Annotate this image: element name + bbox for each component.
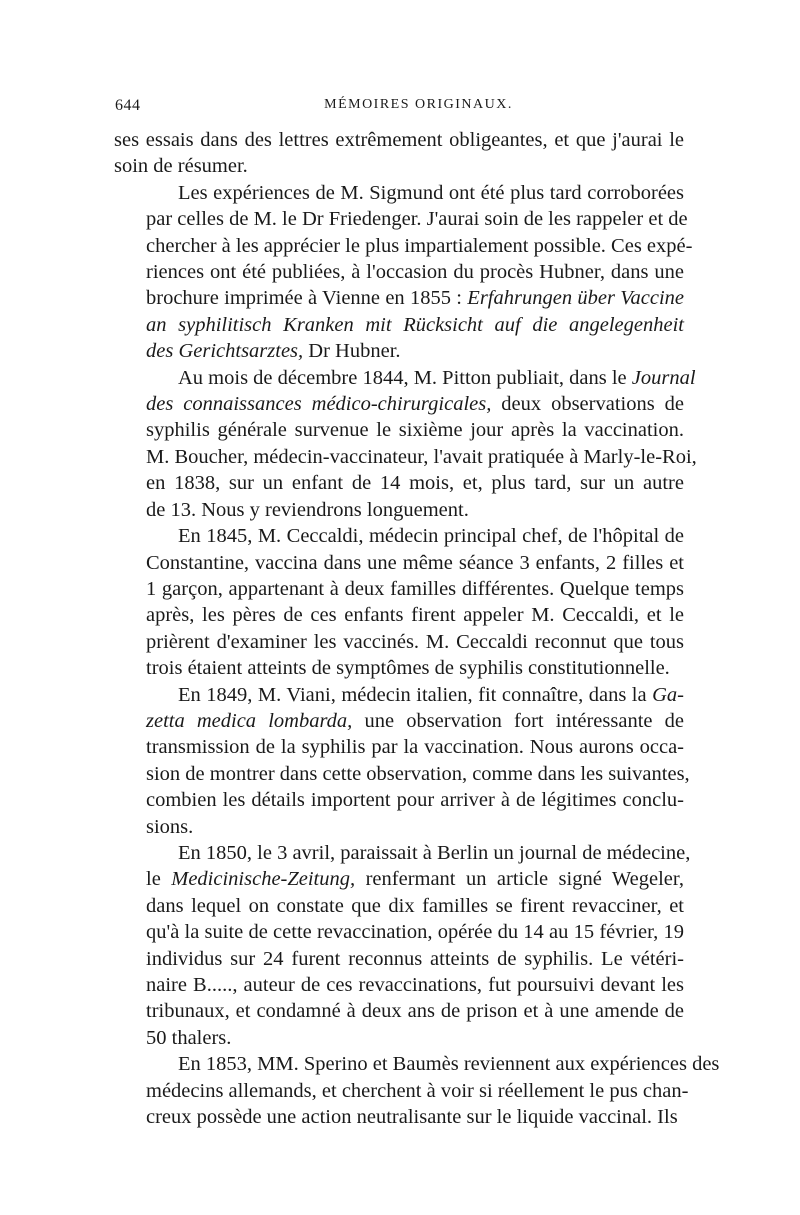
text-line: le Medicinische-Zeitung, renfermant un article signé Wegeler, xyxy=(146,868,684,891)
text-line: Constantine, vaccina dans une même séance 3 enfants, 2 filles et xyxy=(146,551,684,574)
text-line: chercher à les apprécier le plus impartialement possible. Ces expé- xyxy=(146,234,693,257)
text-line: en 1838, sur un enfant de 14 mois, et, plus tard, sur un autre xyxy=(146,472,684,495)
text-line: En 1853, MM. Sperino et Baumès reviennent aux expériences des xyxy=(178,1053,720,1076)
text-line: ses essais dans des lettres extrêmement obligeantes, et que j'aurai le xyxy=(114,129,684,151)
text-line: soin de résumer. xyxy=(114,155,248,178)
paragraph xyxy=(114,365,697,523)
text-line: tribunaux, et condamné à deux ans de prison et à une amende de xyxy=(146,1000,684,1023)
text-line: des connaissances médico-chirurgicales, deux observations de xyxy=(146,393,684,416)
text-line: En 1845, M. Ceccaldi, médecin principal chef, de l'hôpital de xyxy=(178,525,684,548)
text-line: trois étaient atteints de symptômes de syphilis constitutionnelle. xyxy=(146,657,670,680)
paragraph xyxy=(114,682,690,840)
text-line: riences ont été publiées, à l'occasion du procès Hubner, dans une xyxy=(146,261,684,284)
text-line: creux possède une action neutralisante sur le liquide vaccinal. Ils xyxy=(146,1106,678,1129)
text-line: Au mois de décembre 1844, M. Pitton publiait, dans le Journal xyxy=(178,366,696,389)
text-line: par celles de M. le Dr Friedenger. J'aurai soin de les rappeler et de xyxy=(146,208,688,231)
text-line: des Gerichtsarztes, Dr Hubner. xyxy=(146,340,401,363)
text-line: individus sur 24 furent reconnus atteints de syphilis. Le vétéri- xyxy=(146,947,684,970)
text-line: sions. xyxy=(146,815,194,838)
text-line: M. Boucher, médecin-vaccinateur, l'avait pratiquée à Marly-le-Roi, xyxy=(146,445,697,468)
text-line: sion de montrer dans cette observation, comme dans les suivantes, xyxy=(146,762,690,785)
text-line: 1 garçon, appartenant à deux familles différentes. Quelque temps xyxy=(146,577,684,600)
text-line: après, les pères de ces enfants firent appeler M. Ceccaldi, et le xyxy=(146,604,684,627)
text-line: 50 thalers. xyxy=(146,1026,232,1049)
body-text xyxy=(114,127,720,1130)
paragraph xyxy=(114,180,693,365)
text-line: syphilis générale survenue le sixième jour après la vaccination. xyxy=(146,419,684,442)
text-line: de 13. Nous y reviendrons longuement. xyxy=(146,498,469,521)
text-line: zetta medica lombarda, une observation fort intéressante de xyxy=(146,709,684,732)
text-line: qu'à la suite de cette revaccination, opérée du 14 au 15 février, 19 xyxy=(146,921,684,944)
paragraph xyxy=(114,127,684,180)
text-line: En 1850, le 3 avril, paraissait à Berlin un journal de médecine, xyxy=(178,841,691,864)
text-line: combien les détails importent pour arriver à de légitimes conclu- xyxy=(146,789,684,812)
text-line: En 1849, M. Viani, médecin italien, fit connaître, dans la Ga- xyxy=(178,683,684,706)
text-line: prièrent d'examiner les vaccinés. M. Ceccaldi reconnut que tous xyxy=(146,630,684,653)
text-line: transmission de la syphilis par la vaccination. Nous aurons occa- xyxy=(146,736,684,759)
page-number: 644 xyxy=(115,97,141,114)
page-header xyxy=(115,97,682,123)
text-line: médecins allemands, et cherchent à voir si réellement le pus chan- xyxy=(146,1079,689,1102)
paragraph xyxy=(114,840,691,1051)
paragraph xyxy=(114,523,684,681)
text-line: dans lequel on constate que dix familles se firent revacciner, et xyxy=(146,894,684,917)
paragraph xyxy=(114,1051,720,1130)
text-line: Les expériences de M. Sigmund ont été plus tard corroborées xyxy=(178,181,684,204)
running-title: MÉMOIRES ORIGINAUX. xyxy=(324,97,513,112)
text-line: naire B....., auteur de ces revaccinations, fut poursuivi devant les xyxy=(146,974,684,996)
text-line: an syphilitisch Kranken mit Rücksicht auf die angelegenheit xyxy=(146,313,684,336)
text-line: brochure imprimée à Vienne en 1855 : Erfahrungen über Vaccine xyxy=(146,287,684,310)
